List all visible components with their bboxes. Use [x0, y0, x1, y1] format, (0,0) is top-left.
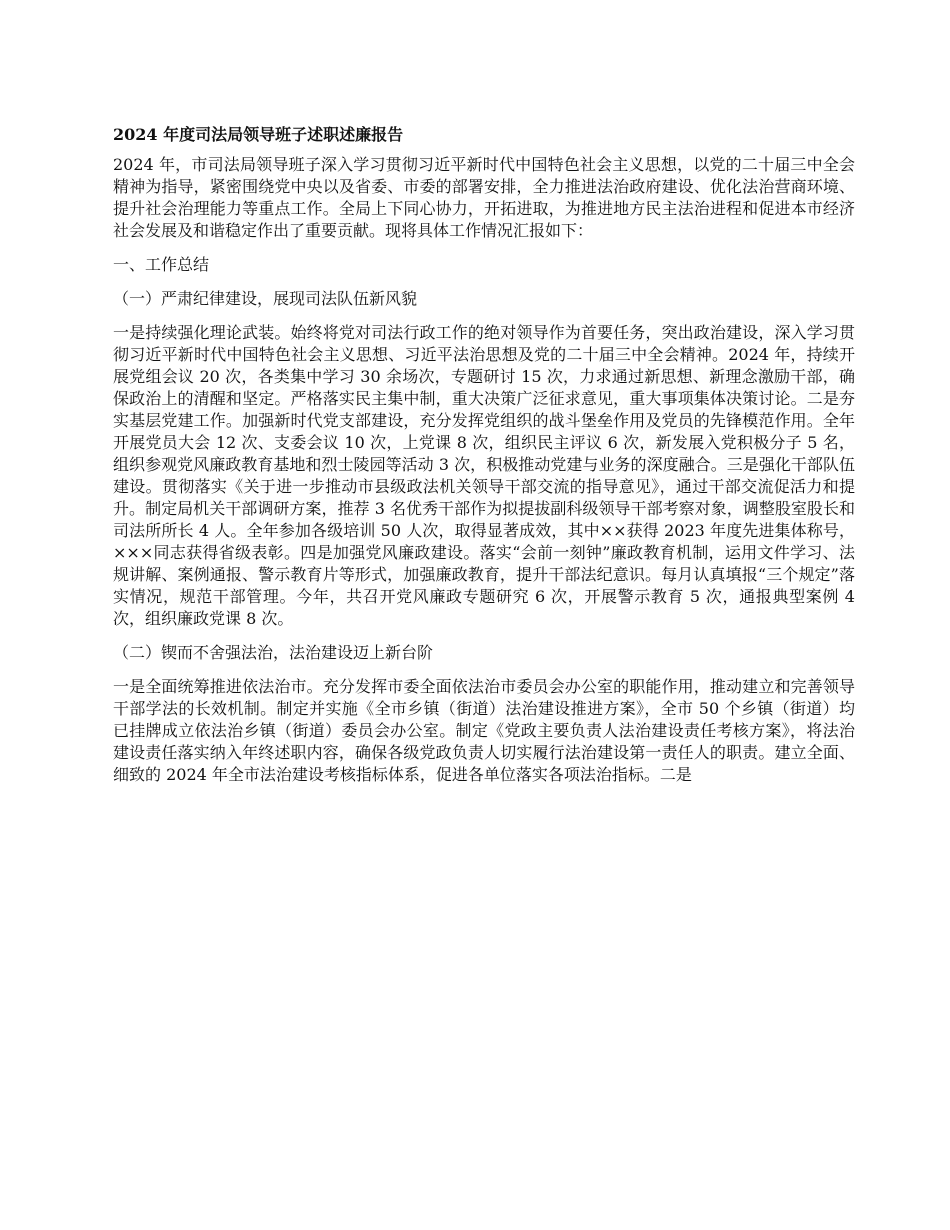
subsection-body-discipline: 一是持续强化理论武装。始终将党对司法行政工作的绝对领导作为首要任务，突出政治建设，深入学习贯彻习近平新时代中国特色社会主义思想、习近平法治思想及党的二十届三中全会精神。2024 年，持续开展党组会议 20 次，各类集中学习 30 余场次，专题研讨 15 次，力求通过新思想、新理念激励干部，确保政治上的清醒和坚定。严格落实民主集中制，重大决策广泛征求意见，重大事项集体决策讨论。二是夯实基层党建工作。加强新时代党支部建设，充分发挥党组织的战斗堡垒作用及党员的先锋模范作用。全年开展党员大会 12 次、支委会议 10 次，上党课 8 次，组织民主评议 6 次，新发展入党积极分子 5 名，组织参观党风廉政教育基地和烈士陵园等活动 3 次，积极推动党建与业务的深度融合。三是强化干部队伍建设。贯彻落实《关于进一步推动市县级政法机关领导干部交流的指导意见》，通过干部交流促活力和提升。制定局机关干部调研方案，推荐 3 名优秀干部作为拟提拔副科级领导干部考察对象，调整股室股长和司法所所长 4 人。全年参加各级培训 50 人次，取得显著成效，其中××获得 2023 年度先进集体称号，×××同志获得省级表彰。四是加强党风廉政建设。落实“会前一刻钟”廉政教育机制，运用文件学习、法规讲解、案例通报、警示教育片等形式，加强廉政教育，提升干部法纪意识。每月认真填报“三个规定”落实情况，规范干部管理。今年，共召开党风廉政专题研究 6 次，开展警示教育 5 次，通报典型案例 4 次，组织廉政党课 8 次。	[113, 323, 855, 628]
subsection-heading-discipline: （一）严肃纪律建设，展现司法队伍新风貌	[113, 289, 418, 308]
document-title: 2024 年度司法局领导班子述职述廉报告	[113, 125, 404, 144]
subsection-heading-rule-of-law: （二）锲而不舍强法治，法治建设迈上新台阶	[113, 643, 434, 662]
document-page	[113, 124, 855, 798]
intro-paragraph: 2024 年，市司法局领导班子深入学习贯彻习近平新时代中国特色社会主义思想，以党的二十届三中全会精神为指导，紧密围绕党中央以及省委、市委的部署安排，全力推进法治政府建设、优化法治营商环境、提升社会治理能力等重点工作。全局上下同心协力，开拓进取，为推进地方民主法治进程和促进本市经济社会发展及和谐稳定作出了重要贡献。现将具体工作情况汇报如下：	[113, 155, 855, 240]
section-heading-work-summary: 一、工作总结	[113, 255, 210, 274]
subsection-body-rule-of-law: 一是全面统筹推进依法治市。充分发挥市委全面依法治市委员会办公室的职能作用，推动建立和完善领导干部学法的长效机制。制定并实施《全市乡镇（街道）法治建设推进方案》，全市 50 个乡镇（街道）均已挂牌成立依法治乡镇（街道）委员会办公室。制定《党政主要负责人法治建设责任考核方案》，将法治建设责任落实纳入年终述职内容，确保各级党政负责人切实履行法治建设第一责任人的职责。建立全面、细致的 2024 年全市法治建设考核指标体系，促进各单位落实各项法治指标。二是	[113, 677, 855, 784]
